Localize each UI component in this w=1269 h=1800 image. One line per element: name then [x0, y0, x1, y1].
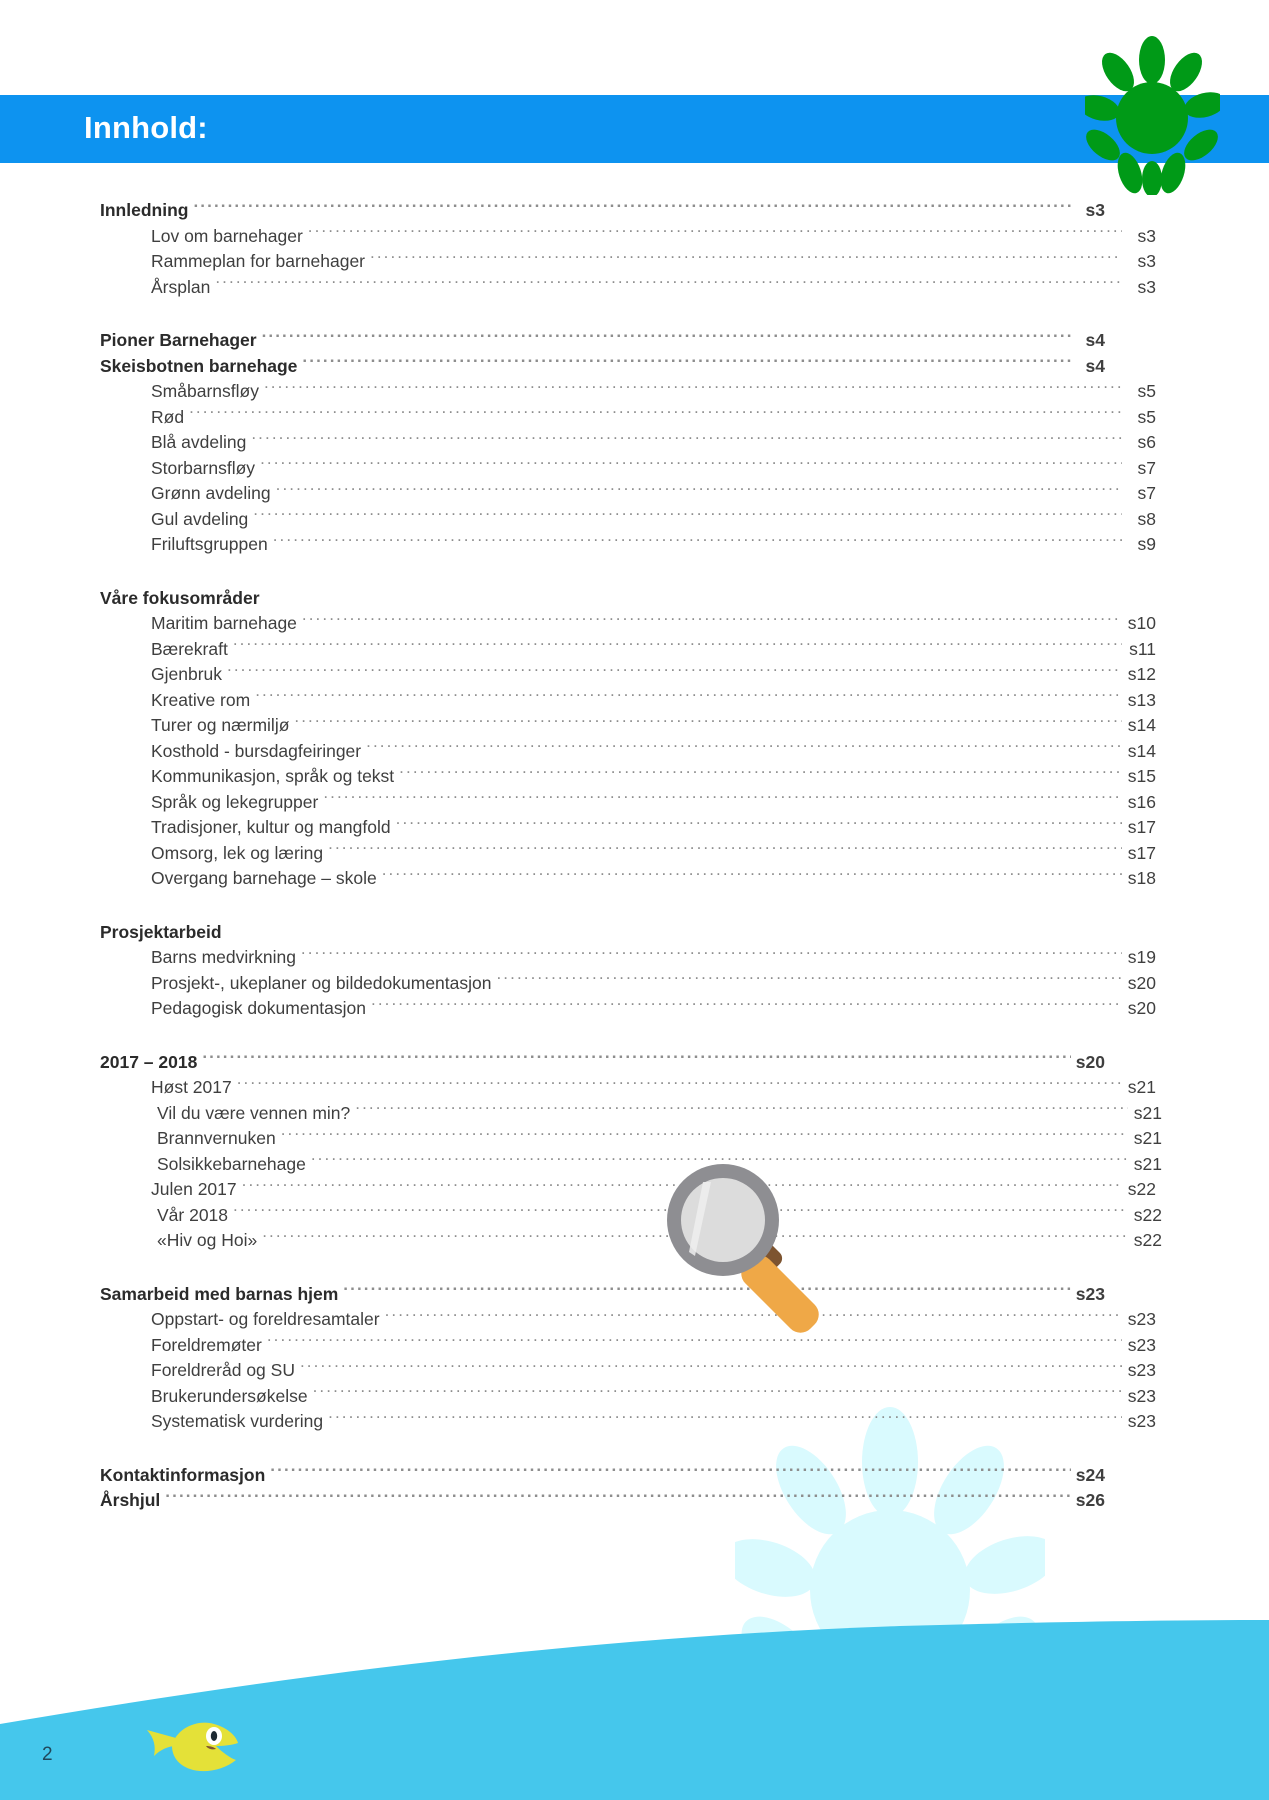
toc-entry-leader-dots — [399, 765, 1122, 783]
toc-entry[interactable] — [100, 532, 1156, 558]
toc-entry-leader-dots — [253, 507, 1122, 525]
toc-group-spacer — [100, 300, 1105, 328]
toc-entry-label: Foreldremøter — [151, 1334, 262, 1355]
toc-entry-page-number: s23 — [1127, 1411, 1156, 1431]
toc-entry-page-number: s21 — [1133, 1102, 1162, 1123]
toc-entry-label: Årshjul — [100, 1490, 161, 1510]
toc-entry-leader-dots — [165, 1489, 1071, 1507]
toc-entry-page-number: s15 — [1127, 766, 1156, 786]
toc-entry-page-number: s3 — [1085, 200, 1105, 220]
toc-entry-label: Friluftsgruppen — [151, 534, 268, 554]
toc-entry-leader-dots — [233, 637, 1122, 655]
toc-entry-leader-dots — [328, 1410, 1122, 1428]
toc-entry-label: «Hiv og Hoi» — [157, 1230, 258, 1250]
toc-entry[interactable] — [100, 586, 1105, 612]
toc-entry[interactable] — [100, 328, 1105, 354]
toc-group-kontakt — [100, 1463, 1105, 1514]
toc-entry-label: Gjenbruk — [151, 664, 223, 684]
table-of-contents — [100, 198, 1162, 1514]
toc-entry[interactable] — [100, 249, 1156, 275]
toc-entry[interactable] — [100, 1101, 1162, 1127]
toc-entry-page-number: s22 — [1133, 1204, 1162, 1225]
toc-entry-leader-dots — [302, 354, 1071, 372]
toc-entry-page-number: s14 — [1127, 715, 1156, 735]
toc-entry-leader-dots — [262, 329, 1071, 347]
toc-entry-label: Storbarnsfløy — [151, 457, 256, 478]
toc-group-spacer — [100, 1435, 1105, 1463]
toc-entry-label: Samarbeid med barnas hjem — [100, 1283, 339, 1304]
toc-entry-leader-dots — [382, 867, 1122, 885]
fish-icon — [142, 1716, 242, 1778]
toc-entry-label: Prosjektarbeid — [100, 921, 222, 942]
toc-entry-page-number: s16 — [1127, 791, 1156, 812]
toc-entry-leader-dots — [371, 997, 1122, 1015]
toc-entry-leader-dots — [302, 612, 1122, 630]
toc-entry-page-number: s5 — [1137, 381, 1156, 401]
toc-entry[interactable] — [100, 996, 1156, 1022]
toc-entry-page-number: s22 — [1133, 1230, 1162, 1250]
toc-entry[interactable] — [100, 1409, 1156, 1435]
toc-entry-label: Pedagogisk dokumentasjon — [151, 998, 367, 1018]
toc-entry-leader-dots — [237, 1076, 1122, 1094]
toc-entry-page-number: s23 — [1127, 1309, 1156, 1329]
toc-entry-label: Kommunikasjon, språk og tekst — [151, 766, 395, 786]
toc-entry-label: Barns medvirkning — [151, 947, 296, 967]
toc-group-spacer — [100, 1254, 1105, 1282]
toc-entry-label: Vår 2018 — [157, 1204, 229, 1225]
toc-entry-leader-dots — [273, 533, 1122, 551]
toc-entry[interactable] — [100, 224, 1156, 250]
toc-entry-page-number: s8 — [1137, 508, 1156, 529]
toc-group-spacer — [100, 892, 1105, 920]
toc-entry-label: Rød — [151, 406, 185, 427]
toc-entry-leader-dots — [366, 739, 1122, 757]
page-title: Innhold: — [84, 110, 208, 145]
toc-entry-label: Maritim barnehage — [151, 613, 297, 633]
toc-entry-leader-dots — [227, 920, 1071, 938]
toc-entry-label: Omsorg, lek og læring — [151, 842, 324, 863]
toc-entry-leader-dots — [281, 1127, 1128, 1145]
toc-entry[interactable] — [100, 1282, 1105, 1308]
toc-entry-leader-dots — [355, 1101, 1128, 1119]
toc-group-barnehager — [100, 328, 1156, 558]
toc-entry-label: Prosjekt-, ukeplaner og bildedokumentasjon — [151, 972, 492, 993]
toc-entry-page-number: s5 — [1137, 406, 1156, 427]
toc-entry-leader-dots — [323, 790, 1122, 808]
toc-entry-label: Blå avdeling — [151, 432, 247, 452]
toc-entry[interactable] — [100, 1126, 1162, 1152]
toc-entry-label: Pioner Barnehager — [100, 330, 257, 350]
toc-group-samarbeid — [100, 1282, 1156, 1435]
toc-entry[interactable] — [100, 688, 1156, 714]
toc-entry-leader-dots — [270, 1463, 1071, 1481]
toc-entry-page-number: s10 — [1127, 613, 1156, 633]
toc-entry-page-number: s12 — [1127, 664, 1156, 684]
toc-entry[interactable] — [100, 1384, 1156, 1410]
toc-entry-page-number: s21 — [1133, 1153, 1162, 1174]
toc-entry-page-number: s4 — [1085, 355, 1105, 376]
toc-entry[interactable] — [100, 611, 1156, 637]
toc-entry-leader-dots — [301, 946, 1122, 964]
toc-entry-label: 2017 – 2018 — [100, 1051, 198, 1072]
toc-entry-page-number: s3 — [1137, 251, 1156, 271]
toc-entry-leader-dots — [260, 456, 1122, 474]
toc-entry-page-number: s23 — [1127, 1360, 1156, 1380]
toc-group-spacer — [100, 1022, 1105, 1050]
toc-entry-leader-dots — [370, 250, 1122, 268]
toc-entry-page-number: s17 — [1127, 817, 1156, 837]
toc-entry-page-number: s20 — [1127, 972, 1156, 993]
toc-entry[interactable] — [100, 866, 1156, 892]
toc-entry-label: Språk og lekegrupper — [151, 791, 319, 812]
toc-entry[interactable] — [100, 739, 1156, 765]
toc-entry-page-number: s18 — [1127, 868, 1156, 888]
toc-entry[interactable] — [100, 1228, 1162, 1254]
toc-entry-page-number: s13 — [1127, 689, 1156, 710]
toc-entry-label: Rammeplan for barnehager — [151, 251, 366, 271]
toc-entry-label: Småbarnsfløy — [151, 381, 259, 401]
toc-entry[interactable] — [100, 790, 1156, 816]
toc-entry-leader-dots — [308, 224, 1122, 242]
toc-entry-label: Systematisk vurdering — [151, 1411, 324, 1431]
toc-entry-page-number: s11 — [1129, 638, 1156, 659]
toc-entry-page-number: s3 — [1137, 276, 1156, 297]
toc-entry[interactable] — [100, 405, 1156, 431]
toc-entry-label: Kreative rom — [151, 689, 251, 710]
toc-entry-page-number: s21 — [1127, 1077, 1156, 1097]
toc-entry-leader-dots — [276, 482, 1122, 500]
toc-entry[interactable] — [100, 764, 1156, 790]
toc-entry-page-number: s24 — [1075, 1464, 1105, 1485]
toc-entry-label: Julen 2017 — [151, 1179, 237, 1199]
toc-entry-label: Overgang barnehage – skole — [151, 868, 377, 888]
toc-entry[interactable] — [100, 1463, 1105, 1489]
toc-entry-label: Grønn avdeling — [151, 483, 271, 503]
toc-entry-label: Innledning — [100, 200, 189, 220]
toc-entry-label: Brannvernuken — [157, 1128, 276, 1148]
splat-logo-icon — [1085, 35, 1220, 195]
toc-entry-label: Årsplan — [151, 276, 211, 297]
toc-entry-label: Kontaktinformasjon — [100, 1464, 266, 1485]
toc-entry[interactable] — [100, 841, 1156, 867]
toc-entry[interactable] — [100, 945, 1156, 971]
toc-entry[interactable] — [100, 920, 1105, 946]
toc-entry-leader-dots — [202, 1050, 1071, 1068]
toc-entry-label: Bærekraft — [151, 638, 228, 659]
toc-entry-page-number: s26 — [1075, 1490, 1105, 1510]
toc-entry[interactable] — [100, 662, 1156, 688]
toc-entry-label: Kosthold - bursdagfeiringer — [151, 740, 362, 761]
toc-entry[interactable] — [100, 507, 1156, 533]
toc-group-innledning — [100, 198, 1156, 300]
toc-entry-label: Lov om barnehager — [151, 225, 303, 246]
toc-entry-page-number: s20 — [1075, 1051, 1105, 1072]
page-number: 2 — [42, 1744, 53, 1765]
toc-entry[interactable] — [100, 275, 1156, 301]
toc-entry-page-number: s21 — [1133, 1128, 1162, 1148]
toc-entry-leader-dots — [313, 1384, 1122, 1402]
toc-entry[interactable] — [100, 713, 1156, 739]
toc-entry-page-number: s22 — [1127, 1179, 1156, 1199]
toc-entry[interactable] — [100, 1075, 1156, 1101]
toc-entry[interactable] — [100, 637, 1156, 663]
toc-entry[interactable] — [100, 198, 1105, 224]
toc-entry-label: Høst 2017 — [151, 1077, 232, 1097]
toc-entry-page-number: s7 — [1137, 457, 1156, 478]
toc-entry-leader-dots — [300, 1359, 1122, 1377]
toc-entry-page-number: s7 — [1137, 483, 1156, 503]
toc-entry[interactable] — [100, 354, 1105, 380]
toc-entry[interactable] — [100, 1307, 1156, 1333]
toc-entry-label: Turer og nærmiljø — [151, 715, 290, 735]
toc-entry[interactable] — [100, 815, 1156, 841]
toc-entry-label: Tradisjoner, kultur og mangfold — [151, 817, 391, 837]
toc-entry[interactable] — [100, 1050, 1105, 1076]
toc-entry-leader-dots — [215, 275, 1122, 293]
toc-entry-label: Vil du være vennen min? — [157, 1102, 351, 1123]
toc-group-fokusomrader — [100, 586, 1156, 892]
toc-entry[interactable] — [100, 481, 1156, 507]
toc-entry[interactable] — [100, 379, 1156, 405]
toc-group-prosjektarbeid — [100, 920, 1156, 1022]
toc-entry[interactable] — [100, 1358, 1156, 1384]
toc-entry[interactable] — [100, 1152, 1162, 1178]
toc-entry-label: Foreldreråd og SU — [151, 1360, 295, 1380]
toc-entry-page-number: s6 — [1137, 432, 1156, 452]
toc-entry-page-number: s20 — [1127, 998, 1156, 1018]
toc-entry-label: Skeisbotnen barnehage — [100, 355, 298, 376]
toc-entry-label: Våre fokusområder — [100, 587, 260, 608]
toc-entry[interactable] — [100, 971, 1156, 997]
toc-group-aar-2017-2018 — [100, 1050, 1162, 1254]
toc-entry-leader-dots — [193, 199, 1071, 217]
toc-entry-page-number: s17 — [1127, 842, 1156, 863]
toc-entry-leader-dots — [255, 688, 1122, 706]
toc-entry-leader-dots — [189, 405, 1122, 423]
toc-group-spacer — [100, 558, 1105, 586]
toc-entry-leader-dots — [265, 586, 1071, 604]
toc-entry-page-number: s9 — [1137, 534, 1156, 554]
toc-entry[interactable] — [100, 1177, 1156, 1203]
toc-entry-page-number: s14 — [1127, 740, 1156, 761]
toc-entry-leader-dots — [227, 663, 1122, 681]
toc-entry-label: Solsikkebarnehage — [157, 1153, 306, 1174]
toc-entry-page-number: s19 — [1127, 947, 1156, 967]
toc-entry[interactable] — [100, 430, 1156, 456]
toc-entry-page-number: s4 — [1085, 330, 1105, 350]
toc-entry-label: Gul avdeling — [151, 508, 249, 529]
magnifier-icon — [655, 1148, 845, 1338]
toc-entry-leader-dots — [264, 380, 1122, 398]
toc-entry[interactable] — [100, 1333, 1156, 1359]
toc-entry-leader-dots — [294, 714, 1122, 732]
toc-entry-page-number: s3 — [1137, 225, 1156, 246]
toc-entry[interactable] — [100, 456, 1156, 482]
toc-entry-label: Brukerundersøkelse — [151, 1385, 308, 1406]
toc-entry-leader-dots — [496, 971, 1122, 989]
toc-entry-leader-dots — [251, 431, 1122, 449]
toc-entry[interactable] — [100, 1488, 1105, 1514]
toc-entry-label: Oppstart- og foreldresamtaler — [151, 1309, 380, 1329]
toc-entry-page-number: s23 — [1075, 1283, 1105, 1304]
toc-entry-leader-dots — [396, 816, 1122, 834]
toc-entry-leader-dots — [328, 841, 1122, 859]
toc-entry[interactable] — [100, 1203, 1162, 1229]
toc-entry-page-number: s23 — [1127, 1385, 1156, 1406]
toc-entry-page-number: s23 — [1127, 1334, 1156, 1355]
